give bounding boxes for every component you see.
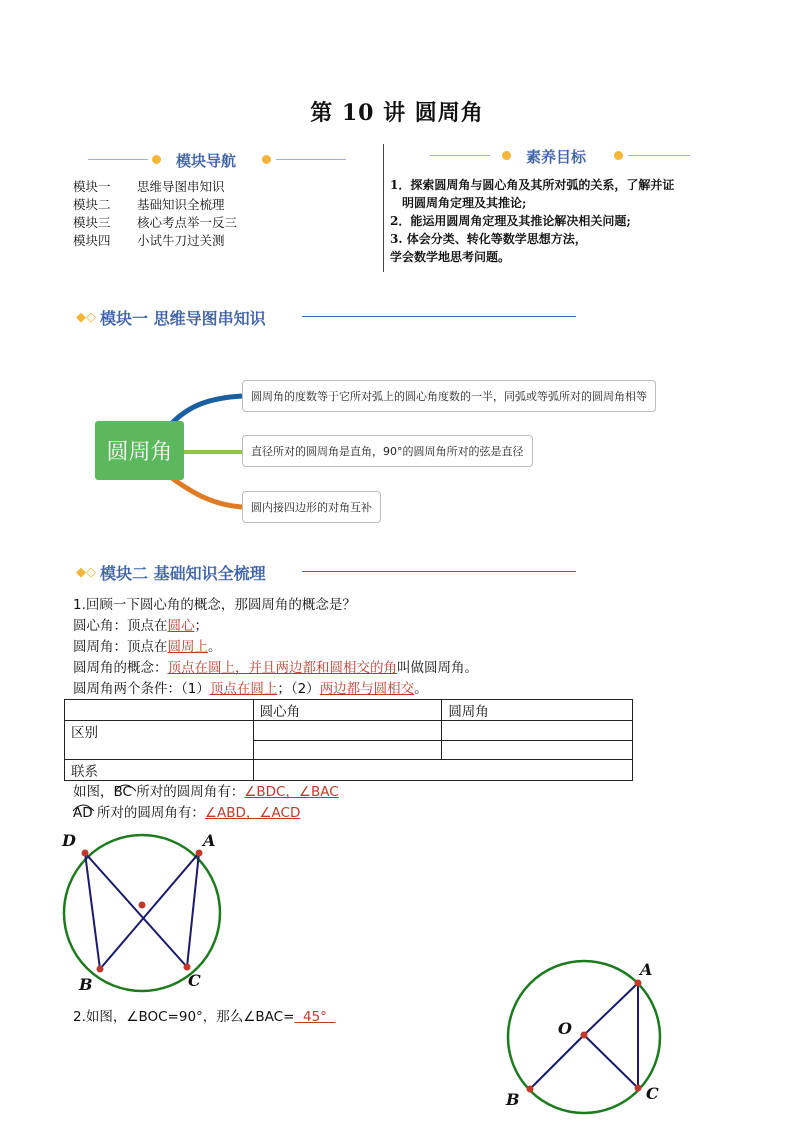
label-d: D — [62, 831, 76, 850]
ad-line — [73, 803, 339, 824]
text: 圆心角：顶点在 — [73, 618, 168, 634]
center-angle-line — [73, 616, 713, 637]
label-o: O — [558, 1019, 572, 1038]
table-header: 圆心角 — [253, 700, 442, 721]
circle — [64, 835, 220, 991]
section2-rule — [302, 571, 576, 572]
nav-item-text: 小试牛刀过关测 — [137, 233, 225, 248]
chord-ab — [100, 853, 199, 969]
nav-item-text: 核心考点举一反三 — [137, 215, 238, 230]
goal-line: 明圆周角定理及其推论; — [402, 196, 527, 210]
answer: 圆心 — [167, 618, 195, 634]
answer: 圆周上 — [167, 639, 208, 655]
nav-item-key: 模块一 — [73, 179, 111, 194]
arc-mark-bc-icon — [112, 781, 142, 793]
nav-heading: 模块导航 — [176, 152, 237, 170]
point-a — [635, 980, 642, 987]
text: 2.如图，∠BOC=90°，那么∠BAC= — [73, 1009, 295, 1025]
section1-title: 模块一 思维导图串知识 — [100, 309, 266, 328]
mindmap-root: 圆周角 — [95, 421, 184, 480]
page-title: 第 10 讲 圆周角 — [310, 100, 484, 126]
section2-heading — [76, 561, 266, 584]
segment-oa — [584, 983, 638, 1035]
table-cell[interactable] — [442, 740, 633, 760]
diamond-icon: ◆◇ — [76, 310, 96, 325]
nav-item-text: 思维导图串知识 — [137, 179, 225, 194]
goals-heading: 素养目标 — [526, 148, 587, 166]
mindmap-branch-3: 圆内接四边形的对角互补 — [242, 491, 381, 523]
label-a2: A — [640, 960, 653, 979]
goal-line: 3. 体会分类、转化等数学思想方法， — [390, 232, 587, 246]
inscribed-angle-line — [73, 637, 713, 658]
table-cell — [65, 700, 254, 721]
text: 圆周角：顶点在 — [73, 639, 168, 655]
table-row-label: 区别 — [65, 721, 254, 760]
label-b: B — [79, 975, 93, 994]
nav-item-key: 模块四 — [73, 233, 111, 248]
diamond-icon: ◆◇ — [76, 565, 96, 580]
label-b2: B — [506, 1090, 520, 1109]
answer: 45° — [294, 1009, 336, 1025]
table-row — [65, 721, 633, 741]
point-b — [97, 966, 104, 973]
point-b — [527, 1086, 534, 1093]
figure-2 — [500, 955, 670, 1120]
table-cell[interactable] — [253, 760, 632, 781]
goal-line: 学会数学地思考问题。 — [390, 250, 511, 264]
radius-oc — [584, 1035, 638, 1088]
mindmap-branch-2: 直径所对的圆周角是直角，90°的圆周角所对的弦是直径 — [242, 435, 533, 467]
figure-1 — [55, 825, 255, 1000]
text: 。 — [208, 639, 222, 655]
answer: ∠BDC，∠BAC — [244, 784, 339, 800]
conditions-line — [73, 679, 713, 700]
chord-ac — [187, 853, 199, 967]
goal-line: 1．探索圆周角与圆心角及其所对弧的关系，了解并证 — [390, 178, 675, 192]
label-c: C — [188, 971, 201, 990]
nav-item-text: 基础知识全梳理 — [137, 197, 225, 212]
table-cell[interactable] — [253, 721, 442, 741]
arc-mark-ad-icon — [70, 801, 100, 813]
point-a — [196, 850, 203, 857]
question-2 — [73, 1007, 336, 1028]
question-1: 1.回顾一下圆心角的概念，那圆周角的概念是？ — [73, 597, 356, 613]
answer: 两边都与圆相交 — [319, 681, 415, 697]
table-row — [65, 700, 633, 721]
answer: 顶点在圆上，并且两边都和圆相交的角 — [167, 660, 397, 676]
text: ；（2） — [277, 681, 320, 697]
table-row-label: 联系 — [65, 760, 254, 781]
nav-item-key: 模块二 — [73, 197, 111, 212]
table-row — [65, 760, 633, 781]
radius-ob — [530, 1035, 584, 1089]
concept-line — [73, 658, 713, 679]
point-o — [581, 1032, 588, 1039]
section2-body — [73, 595, 713, 700]
text: 如图，BC 所对的圆周角有： — [73, 784, 245, 800]
text: 。 — [414, 681, 428, 697]
text: 圆周角两个条件：（1） — [73, 681, 210, 697]
point-c — [184, 964, 191, 971]
section2-title: 模块二 基础知识全梳理 — [100, 564, 266, 583]
nav-item-key: 模块三 — [73, 215, 111, 230]
table-cell[interactable] — [253, 740, 442, 760]
text: 叫做圆周角。 — [397, 660, 478, 676]
point-d — [82, 850, 89, 857]
comparison-table — [64, 699, 633, 781]
label-c2: C — [646, 1084, 659, 1103]
text: ； — [194, 618, 208, 634]
answer: 顶点在圆上 — [209, 681, 278, 697]
text: 圆周角的概念： — [73, 660, 168, 676]
table-cell[interactable] — [442, 721, 633, 741]
branch-blue — [172, 396, 242, 423]
answer: ∠ABD，∠ACD — [204, 805, 301, 821]
center-point — [139, 902, 146, 909]
branch-orange — [172, 478, 242, 507]
chord-db — [85, 853, 100, 969]
mindmap-branch-1: 圆周角的度数等于它所对弧上的圆心角度数的一半，同弧或等弧所对的圆周角相等 — [242, 380, 656, 412]
table-header: 圆周角 — [442, 700, 633, 721]
point-c — [635, 1085, 642, 1092]
goal-line: 2．能运用圆周角定理及其推论解决相关问题; — [390, 214, 631, 228]
text: AD 所对的圆周角有： — [73, 805, 205, 821]
chord-dc — [85, 853, 187, 967]
label-a: A — [203, 831, 216, 850]
